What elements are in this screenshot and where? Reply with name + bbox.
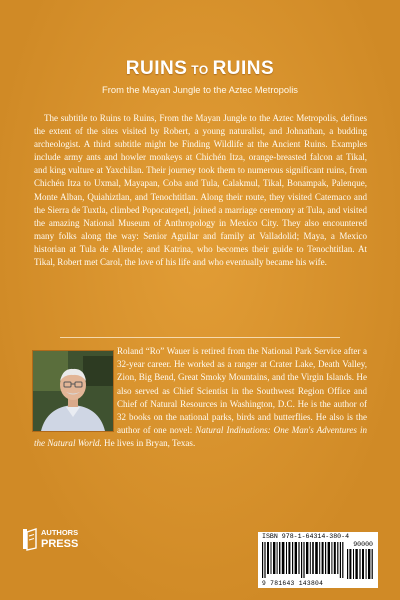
- publisher-name-line1: AUTHORS: [41, 528, 79, 537]
- title-word-1: RUINS: [125, 58, 188, 79]
- title-word-2: RUINS: [212, 58, 275, 79]
- barcode-bars: [262, 542, 344, 578]
- price-barcode-bars: [347, 549, 373, 579]
- barcode-number: 9 781643 143804: [262, 580, 324, 587]
- author-bio: [34, 345, 367, 451]
- title-word-to: TO: [191, 63, 209, 77]
- divider-line: [60, 337, 340, 338]
- barcode: [258, 532, 378, 588]
- book-description: The subtitle to Ruins to Ruins, From the Mayan Jungle to the Aztec Metropolis, defines the extent of the sites visited by Robert, a young naturalist, and Johnathan, a budding archeologist. A third subtitle might be Finding Wildlife at the Ancient Ruins. Examples include army ants and howler monkeys at Chichén Itza, orange-breasted falcon at Tikal, and king vulture at Yaxchilan. Their journey took them to numerous significant ruins, from Chichén Itza to Uxmal, Mayapan, Coba and Tula, Calakmul, Tikal, Bonampak, Palenque, Monte Alban, Quiahiztlan, and Tenochtitlan. Along their route, they visited Catemaco and the Sierra de Tuxtla, climbed Popocatepetl, joined a marriage ceremony at Tula, and visited the amazing National Museum of Anthropology in Mexico City. They also encountered many folks along the way: Senior Aguilar and family at Valladolid; Maya, a Mexico historian at Tula de Allende; and Katrina, who becomes their guide to Tenochtitlan. At Tikal, Robert met Carol, the love of his life and who eventually became his wife.: [34, 113, 367, 268]
- author-novel-title: Natural Indinations: One Man's Adventures in the Natural World.: [34, 425, 367, 449]
- book-subtitle: From the Mayan Jungle to the Aztec Metropolis: [102, 84, 298, 95]
- price-code: 90000: [353, 541, 373, 548]
- author-bio-end: He lives in Bryan, Texas.: [101, 438, 196, 449]
- isbn-label: ISBN 978-1-64314-380-4: [262, 533, 350, 540]
- book-icon: [22, 528, 38, 552]
- publisher-name-line2: PRESS: [41, 538, 79, 550]
- publisher-logo: [22, 528, 82, 562]
- author-bio-text: Roland “Ro” Wauer is retired from the National Park Service after a 32-year career. He worked as a ranger at Crater Lake, Death Valley, Zion, Big Bend, Great Smoky Mountains, and the Virgin Islands. He also served as Chief Scientist in the Southwest Region Office and Chief of Natural Resources in Washington, D.C. He is the author of 32 books on the national parks, birds and butterflies. He also is the author of one novel:: [117, 346, 367, 436]
- book-title: [0, 58, 400, 80]
